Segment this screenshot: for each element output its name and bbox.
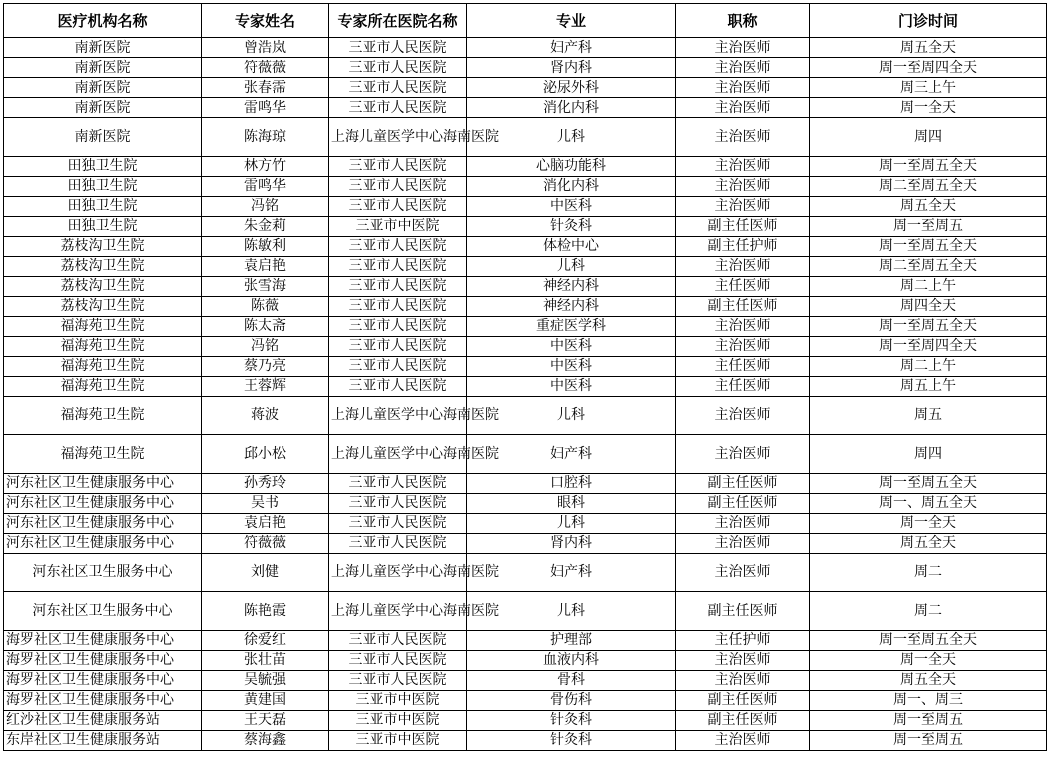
table-row <box>4 435 1047 474</box>
cell-hospital: 三亚市人民医院 <box>329 650 467 670</box>
cell-hospital: 上海儿童医学中心海南医院 <box>329 592 467 631</box>
cell-institution: 海罗社区卫生健康服务中心 <box>4 690 202 710</box>
cell-title: 主任医师 <box>676 356 810 376</box>
cell-expert: 陈薇 <box>202 296 329 316</box>
table-row <box>4 396 1047 435</box>
cell-institution: 海罗社区卫生健康服务中心 <box>4 630 202 650</box>
table-row <box>4 592 1047 631</box>
cell-clinic-time: 周一至周五全天 <box>810 316 1047 336</box>
cell-clinic-time: 周二上午 <box>810 276 1047 296</box>
cell-expert: 邱小松 <box>202 435 329 474</box>
table-row <box>4 376 1047 396</box>
cell-clinic-time: 周一至周四全天 <box>810 336 1047 356</box>
cell-clinic-time: 周五全天 <box>810 38 1047 58</box>
cell-expert: 徐爱红 <box>202 630 329 650</box>
cell-clinic-time: 周二 <box>810 592 1047 631</box>
cell-clinic-time: 周一至周五全天 <box>810 473 1047 493</box>
table-row <box>4 98 1047 118</box>
cell-hospital: 上海儿童医学中心海南医院 <box>329 118 467 157</box>
cell-title: 主治医师 <box>676 670 810 690</box>
expert-clinic-schedule-table <box>3 3 1047 751</box>
cell-specialty: 消化内科 <box>467 176 676 196</box>
cell-expert: 雷鸣华 <box>202 98 329 118</box>
cell-expert: 黄建国 <box>202 690 329 710</box>
cell-specialty: 眼科 <box>467 493 676 513</box>
cell-title: 主治医师 <box>676 336 810 356</box>
cell-specialty: 体检中心 <box>467 236 676 256</box>
cell-expert: 张壮苗 <box>202 650 329 670</box>
cell-specialty: 儿科 <box>467 592 676 631</box>
cell-clinic-time: 周一至周五 <box>810 216 1047 236</box>
cell-expert: 刘健 <box>202 553 329 592</box>
cell-specialty: 神经内科 <box>467 276 676 296</box>
cell-hospital: 三亚市人民医院 <box>329 296 467 316</box>
cell-title: 副主任医师 <box>676 592 810 631</box>
cell-clinic-time: 周一、周五全天 <box>810 493 1047 513</box>
cell-specialty: 重症医学科 <box>467 316 676 336</box>
table-row <box>4 256 1047 276</box>
header-hospital: 专家所在医院名称 <box>329 4 467 38</box>
cell-clinic-time: 周四 <box>810 435 1047 474</box>
cell-specialty: 血液内科 <box>467 650 676 670</box>
header-clinic-time: 门诊时间 <box>810 4 1047 38</box>
cell-title: 主任医师 <box>676 376 810 396</box>
cell-hospital: 三亚市人民医院 <box>329 38 467 58</box>
cell-institution: 福海苑卫生院 <box>4 435 202 474</box>
cell-specialty: 中医科 <box>467 196 676 216</box>
cell-specialty: 妇产科 <box>467 435 676 474</box>
cell-institution: 荔枝沟卫生院 <box>4 276 202 296</box>
cell-specialty: 妇产科 <box>467 553 676 592</box>
cell-title: 主治医师 <box>676 118 810 157</box>
cell-clinic-time: 周一至周五全天 <box>810 236 1047 256</box>
table-row <box>4 58 1047 78</box>
cell-institution: 海罗社区卫生健康服务中心 <box>4 650 202 670</box>
cell-title: 主治医师 <box>676 553 810 592</box>
cell-title: 副主任医师 <box>676 710 810 730</box>
table-row <box>4 473 1047 493</box>
cell-expert: 吴毓强 <box>202 670 329 690</box>
cell-expert: 陈太斋 <box>202 316 329 336</box>
table-row <box>4 690 1047 710</box>
cell-specialty: 针灸科 <box>467 216 676 236</box>
cell-specialty: 儿科 <box>467 396 676 435</box>
cell-institution: 田独卫生院 <box>4 196 202 216</box>
table-row <box>4 236 1047 256</box>
cell-title: 主治医师 <box>676 196 810 216</box>
table-row <box>4 493 1047 513</box>
cell-institution: 福海苑卫生院 <box>4 356 202 376</box>
table-row <box>4 553 1047 592</box>
cell-title: 主治医师 <box>676 650 810 670</box>
cell-clinic-time: 周一至周五全天 <box>810 630 1047 650</box>
cell-specialty: 骨科 <box>467 670 676 690</box>
cell-clinic-time: 周四 <box>810 118 1047 157</box>
cell-specialty: 针灸科 <box>467 730 676 750</box>
cell-expert: 冯铭 <box>202 336 329 356</box>
table-row <box>4 630 1047 650</box>
cell-title: 副主任医师 <box>676 473 810 493</box>
cell-specialty: 肾内科 <box>467 533 676 553</box>
cell-specialty: 泌尿外科 <box>467 78 676 98</box>
cell-clinic-time: 周一至周四全天 <box>810 58 1047 78</box>
cell-title: 主治医师 <box>676 513 810 533</box>
cell-hospital: 上海儿童医学中心海南医院 <box>329 435 467 474</box>
cell-clinic-time: 周二至周五全天 <box>810 176 1047 196</box>
cell-expert: 王天磊 <box>202 710 329 730</box>
cell-institution: 南新医院 <box>4 98 202 118</box>
cell-hospital: 三亚市中医院 <box>329 216 467 236</box>
cell-expert: 冯铭 <box>202 196 329 216</box>
cell-expert: 符薇薇 <box>202 533 329 553</box>
cell-institution: 河东社区卫生服务中心 <box>4 592 202 631</box>
cell-expert: 袁启艳 <box>202 513 329 533</box>
table-row <box>4 78 1047 98</box>
cell-expert: 王蓉辉 <box>202 376 329 396</box>
table-row <box>4 670 1047 690</box>
cell-expert: 林方竹 <box>202 156 329 176</box>
cell-institution: 福海苑卫生院 <box>4 316 202 336</box>
cell-institution: 南新医院 <box>4 38 202 58</box>
cell-title: 副主任医师 <box>676 493 810 513</box>
cell-title: 主任护师 <box>676 630 810 650</box>
cell-institution: 田独卫生院 <box>4 176 202 196</box>
cell-institution: 河东社区卫生健康服务中心 <box>4 473 202 493</box>
cell-title: 主治医师 <box>676 730 810 750</box>
table-row <box>4 38 1047 58</box>
cell-hospital: 三亚市中医院 <box>329 710 467 730</box>
cell-title: 主治医师 <box>676 176 810 196</box>
header-specialty: 专业 <box>467 4 676 38</box>
cell-hospital: 三亚市中医院 <box>329 690 467 710</box>
table-row <box>4 356 1047 376</box>
cell-clinic-time: 周一至周五 <box>810 730 1047 750</box>
cell-specialty: 口腔科 <box>467 473 676 493</box>
cell-specialty: 中医科 <box>467 376 676 396</box>
cell-clinic-time: 周五全天 <box>810 196 1047 216</box>
cell-expert: 曾浩岚 <box>202 38 329 58</box>
cell-clinic-time: 周一全天 <box>810 513 1047 533</box>
cell-hospital: 三亚市人民医院 <box>329 276 467 296</box>
header-expert: 专家姓名 <box>202 4 329 38</box>
cell-expert: 朱金莉 <box>202 216 329 236</box>
cell-title: 主治医师 <box>676 78 810 98</box>
header-title: 职称 <box>676 4 810 38</box>
cell-title: 副主任医师 <box>676 216 810 236</box>
cell-expert: 陈海琼 <box>202 118 329 157</box>
cell-clinic-time: 周五 <box>810 396 1047 435</box>
cell-institution: 海罗社区卫生健康服务中心 <box>4 670 202 690</box>
table-row <box>4 216 1047 236</box>
cell-hospital: 三亚市人民医院 <box>329 58 467 78</box>
cell-clinic-time: 周一至周五全天 <box>810 156 1047 176</box>
cell-hospital: 三亚市人民医院 <box>329 156 467 176</box>
cell-specialty: 中医科 <box>467 336 676 356</box>
cell-clinic-time: 周五上午 <box>810 376 1047 396</box>
cell-institution: 荔枝沟卫生院 <box>4 296 202 316</box>
cell-hospital: 三亚市人民医院 <box>329 196 467 216</box>
table-row <box>4 730 1047 750</box>
table-row <box>4 710 1047 730</box>
table-row <box>4 513 1047 533</box>
cell-institution: 福海苑卫生院 <box>4 336 202 356</box>
cell-hospital: 三亚市人民医院 <box>329 236 467 256</box>
cell-clinic-time: 周五全天 <box>810 533 1047 553</box>
cell-institution: 福海苑卫生院 <box>4 376 202 396</box>
cell-clinic-time: 周一至周五 <box>810 710 1047 730</box>
cell-title: 主治医师 <box>676 156 810 176</box>
cell-institution: 福海苑卫生院 <box>4 396 202 435</box>
cell-hospital: 三亚市中医院 <box>329 730 467 750</box>
cell-clinic-time: 周二至周五全天 <box>810 256 1047 276</box>
cell-hospital: 三亚市人民医院 <box>329 256 467 276</box>
cell-title: 主治医师 <box>676 38 810 58</box>
header-institution: 医疗机构名称 <box>4 4 202 38</box>
cell-hospital: 三亚市人民医院 <box>329 513 467 533</box>
cell-institution: 田独卫生院 <box>4 156 202 176</box>
cell-institution: 河东社区卫生健康服务中心 <box>4 533 202 553</box>
cell-expert: 张雪海 <box>202 276 329 296</box>
cell-institution: 田独卫生院 <box>4 216 202 236</box>
cell-hospital: 三亚市人民医院 <box>329 376 467 396</box>
cell-title: 副主任医师 <box>676 296 810 316</box>
cell-expert: 吴书 <box>202 493 329 513</box>
table-row <box>4 533 1047 553</box>
cell-expert: 陈艳霞 <box>202 592 329 631</box>
cell-expert: 蔡海鑫 <box>202 730 329 750</box>
cell-hospital: 上海儿童医学中心海南医院 <box>329 553 467 592</box>
cell-institution: 河东社区卫生服务中心 <box>4 553 202 592</box>
cell-title: 主任医师 <box>676 276 810 296</box>
cell-title: 副主任护师 <box>676 236 810 256</box>
cell-clinic-time: 周一全天 <box>810 650 1047 670</box>
cell-expert: 陈敏利 <box>202 236 329 256</box>
cell-hospital: 三亚市人民医院 <box>329 630 467 650</box>
cell-hospital: 三亚市人民医院 <box>329 356 467 376</box>
cell-title: 主治医师 <box>676 533 810 553</box>
cell-expert: 雷鸣华 <box>202 176 329 196</box>
table-header-row <box>4 4 1047 38</box>
cell-institution: 南新医院 <box>4 58 202 78</box>
cell-hospital: 三亚市人民医院 <box>329 98 467 118</box>
cell-clinic-time: 周五全天 <box>810 670 1047 690</box>
cell-title: 副主任医师 <box>676 690 810 710</box>
cell-institution: 南新医院 <box>4 118 202 157</box>
cell-title: 主治医师 <box>676 98 810 118</box>
cell-clinic-time: 周三上午 <box>810 78 1047 98</box>
cell-institution: 河东社区卫生健康服务中心 <box>4 513 202 533</box>
cell-specialty: 护理部 <box>467 630 676 650</box>
table-row <box>4 176 1047 196</box>
table-row <box>4 316 1047 336</box>
cell-institution: 荔枝沟卫生院 <box>4 256 202 276</box>
cell-title: 主治医师 <box>676 256 810 276</box>
table-row <box>4 296 1047 316</box>
schedule-table-wrapper <box>3 3 1046 751</box>
cell-specialty: 骨伤科 <box>467 690 676 710</box>
cell-hospital: 上海儿童医学中心海南医院 <box>329 396 467 435</box>
cell-specialty: 妇产科 <box>467 38 676 58</box>
cell-clinic-time: 周一全天 <box>810 98 1047 118</box>
cell-expert: 蒋波 <box>202 396 329 435</box>
cell-hospital: 三亚市人民医院 <box>329 533 467 553</box>
cell-hospital: 三亚市人民医院 <box>329 670 467 690</box>
cell-specialty: 儿科 <box>467 513 676 533</box>
cell-institution: 荔枝沟卫生院 <box>4 236 202 256</box>
cell-hospital: 三亚市人民医院 <box>329 473 467 493</box>
cell-clinic-time: 周二上午 <box>810 356 1047 376</box>
table-row <box>4 336 1047 356</box>
cell-institution: 东岸社区卫生健康服务站 <box>4 730 202 750</box>
cell-title: 主治医师 <box>676 435 810 474</box>
cell-expert: 蔡乃亮 <box>202 356 329 376</box>
cell-expert: 袁启艳 <box>202 256 329 276</box>
table-row <box>4 156 1047 176</box>
cell-specialty: 心脑功能科 <box>467 156 676 176</box>
cell-clinic-time: 周二 <box>810 553 1047 592</box>
cell-clinic-time: 周一、周三 <box>810 690 1047 710</box>
cell-specialty: 神经内科 <box>467 296 676 316</box>
cell-specialty: 儿科 <box>467 256 676 276</box>
cell-specialty: 儿科 <box>467 118 676 157</box>
cell-hospital: 三亚市人民医院 <box>329 316 467 336</box>
cell-expert: 孙秀玲 <box>202 473 329 493</box>
cell-clinic-time: 周四全天 <box>810 296 1047 316</box>
table-row <box>4 650 1047 670</box>
cell-hospital: 三亚市人民医院 <box>329 176 467 196</box>
table-row <box>4 276 1047 296</box>
cell-institution: 河东社区卫生健康服务中心 <box>4 493 202 513</box>
cell-title: 主治医师 <box>676 396 810 435</box>
cell-hospital: 三亚市人民医院 <box>329 493 467 513</box>
cell-specialty: 中医科 <box>467 356 676 376</box>
cell-expert: 符薇薇 <box>202 58 329 78</box>
table-row <box>4 196 1047 216</box>
cell-specialty: 肾内科 <box>467 58 676 78</box>
cell-title: 主治医师 <box>676 58 810 78</box>
cell-hospital: 三亚市人民医院 <box>329 336 467 356</box>
cell-specialty: 针灸科 <box>467 710 676 730</box>
cell-institution: 南新医院 <box>4 78 202 98</box>
cell-expert: 张春霈 <box>202 78 329 98</box>
table-row <box>4 118 1047 157</box>
cell-institution: 红沙社区卫生健康服务站 <box>4 710 202 730</box>
cell-specialty: 消化内科 <box>467 98 676 118</box>
cell-hospital: 三亚市人民医院 <box>329 78 467 98</box>
cell-title: 主治医师 <box>676 316 810 336</box>
